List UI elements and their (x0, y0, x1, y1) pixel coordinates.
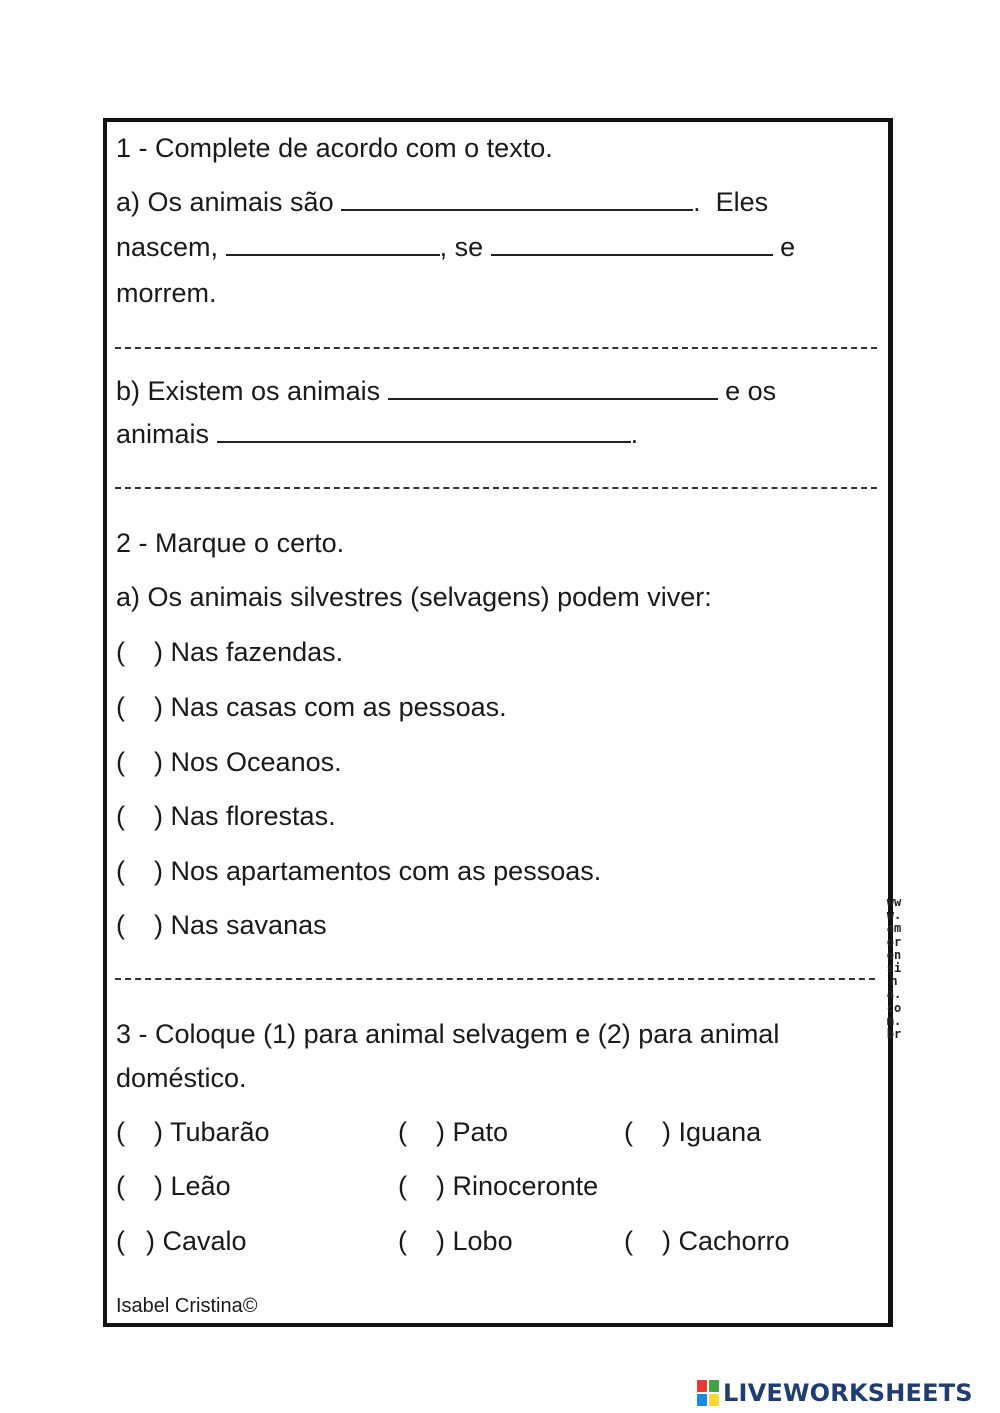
animal-label: Tubarão (170, 1117, 270, 1147)
q2-option[interactable] (116, 909, 327, 941)
close-paren: ) (154, 692, 163, 722)
open-paren: ( (398, 1117, 407, 1147)
q3-option[interactable] (624, 1116, 761, 1148)
q1-b-animais: animais (116, 419, 210, 449)
dashed-divider (115, 487, 877, 489)
q1-b-line2 (116, 418, 638, 450)
animal-label: Cachorro (678, 1226, 790, 1256)
q1-b-line1 (116, 375, 776, 407)
open-paren: ( (116, 910, 125, 940)
q3-title-line1: 3 - Coloque (1) para animal selvagem e (2) para animal (116, 1019, 780, 1049)
open-paren: ( (116, 1226, 125, 1256)
logo-square-yellow (709, 1394, 719, 1406)
q1-a-nascem: nascem, (116, 232, 219, 262)
close-paren: ) (154, 801, 163, 831)
logo-text: LIVEWORKSHEETS (723, 1379, 973, 1407)
close-paren: ) (154, 1171, 163, 1201)
open-paren: ( (116, 856, 125, 886)
logo-square-green (709, 1380, 719, 1392)
logo-square-red (697, 1380, 707, 1392)
q1-a-text: a) Os animais são (116, 187, 334, 217)
open-paren: ( (624, 1226, 633, 1256)
open-paren: ( (116, 692, 125, 722)
option-label: Nas casas com as pessoas. (170, 692, 507, 722)
animal-label: Cavalo (162, 1226, 247, 1256)
q1-b-text: b) Existem os animais (116, 376, 381, 406)
q1-title: 1 - Complete de acordo com o texto. (116, 133, 553, 163)
q1-a-line1 (116, 186, 768, 218)
author-credit: Isabel Cristina© (116, 1295, 258, 1317)
close-paren: ) (436, 1117, 445, 1147)
q3-option[interactable] (398, 1170, 598, 1202)
close-paren: ) (146, 1226, 155, 1256)
q1-b-e-os: e os (725, 376, 777, 406)
animal-label: Lobo (452, 1226, 513, 1256)
logo-square-blue (697, 1394, 707, 1406)
animal-label: Rinoceronte (452, 1171, 599, 1201)
open-paren: ( (398, 1226, 407, 1256)
close-paren: ) (662, 1226, 671, 1256)
q1-a-blank-2[interactable] (226, 232, 440, 256)
option-label: Nos Oceanos. (170, 747, 342, 777)
dashed-divider (115, 978, 875, 980)
q1-a-blank-3[interactable] (491, 232, 773, 256)
option-label: Nas florestas. (170, 801, 336, 831)
q1-b-blank-1[interactable] (388, 376, 718, 400)
q3-option[interactable] (116, 1170, 231, 1202)
q1-a-e: e (780, 232, 796, 262)
q1-a-line2 (116, 231, 795, 263)
q2-title: 2 - Marque o certo. (116, 528, 345, 558)
open-paren: ( (116, 1117, 125, 1147)
close-paren: ) (154, 856, 163, 886)
close-paren: ) (154, 637, 163, 667)
close-paren: ) (154, 747, 163, 777)
q1-a-text-end: . Eles (693, 187, 769, 217)
close-paren: ) (154, 910, 163, 940)
liveworksheets-logo[interactable] (697, 1376, 973, 1410)
animal-label: Iguana (678, 1117, 762, 1147)
animal-label: Leão (170, 1171, 231, 1201)
q1-a-line3: morrem. (116, 278, 217, 308)
q2-option[interactable] (116, 746, 342, 778)
animal-label: Pato (452, 1117, 509, 1147)
open-paren: ( (116, 747, 125, 777)
q2-option[interactable] (116, 855, 601, 887)
open-paren: ( (116, 1171, 125, 1201)
close-paren: ) (662, 1117, 671, 1147)
close-paren: ) (154, 1117, 163, 1147)
option-label: Nas fazendas. (170, 637, 344, 667)
q1-a-blank-1[interactable] (341, 187, 693, 211)
close-paren: ) (436, 1171, 445, 1201)
liveworksheets-logo-icon (697, 1380, 719, 1406)
q3-option[interactable] (624, 1225, 790, 1257)
open-paren: ( (116, 801, 125, 831)
dashed-divider (115, 347, 877, 349)
q1-a-se: , se (439, 232, 484, 262)
option-label: Nos apartamentos com as pessoas. (170, 856, 602, 886)
q3-option[interactable] (116, 1116, 270, 1148)
side-url-watermark: www.amorensina.com.br (886, 895, 902, 1042)
q1-b-period: . (630, 419, 639, 449)
q1-b-blank-2[interactable] (217, 419, 631, 443)
close-paren: ) (436, 1226, 445, 1256)
q2-question: a) Os animais silvestres (selvagens) podem viver: (116, 582, 712, 612)
open-paren: ( (116, 637, 125, 667)
q3-option[interactable] (116, 1225, 247, 1257)
q2-option[interactable] (116, 636, 343, 668)
q2-option[interactable] (116, 800, 336, 832)
open-paren: ( (624, 1117, 633, 1147)
q3-option[interactable] (398, 1116, 508, 1148)
q3-option[interactable] (398, 1225, 513, 1257)
open-paren: ( (398, 1171, 407, 1201)
option-label: Nas savanas (170, 910, 327, 940)
q3-title-line2: doméstico. (116, 1063, 247, 1093)
q2-option[interactable] (116, 691, 507, 723)
